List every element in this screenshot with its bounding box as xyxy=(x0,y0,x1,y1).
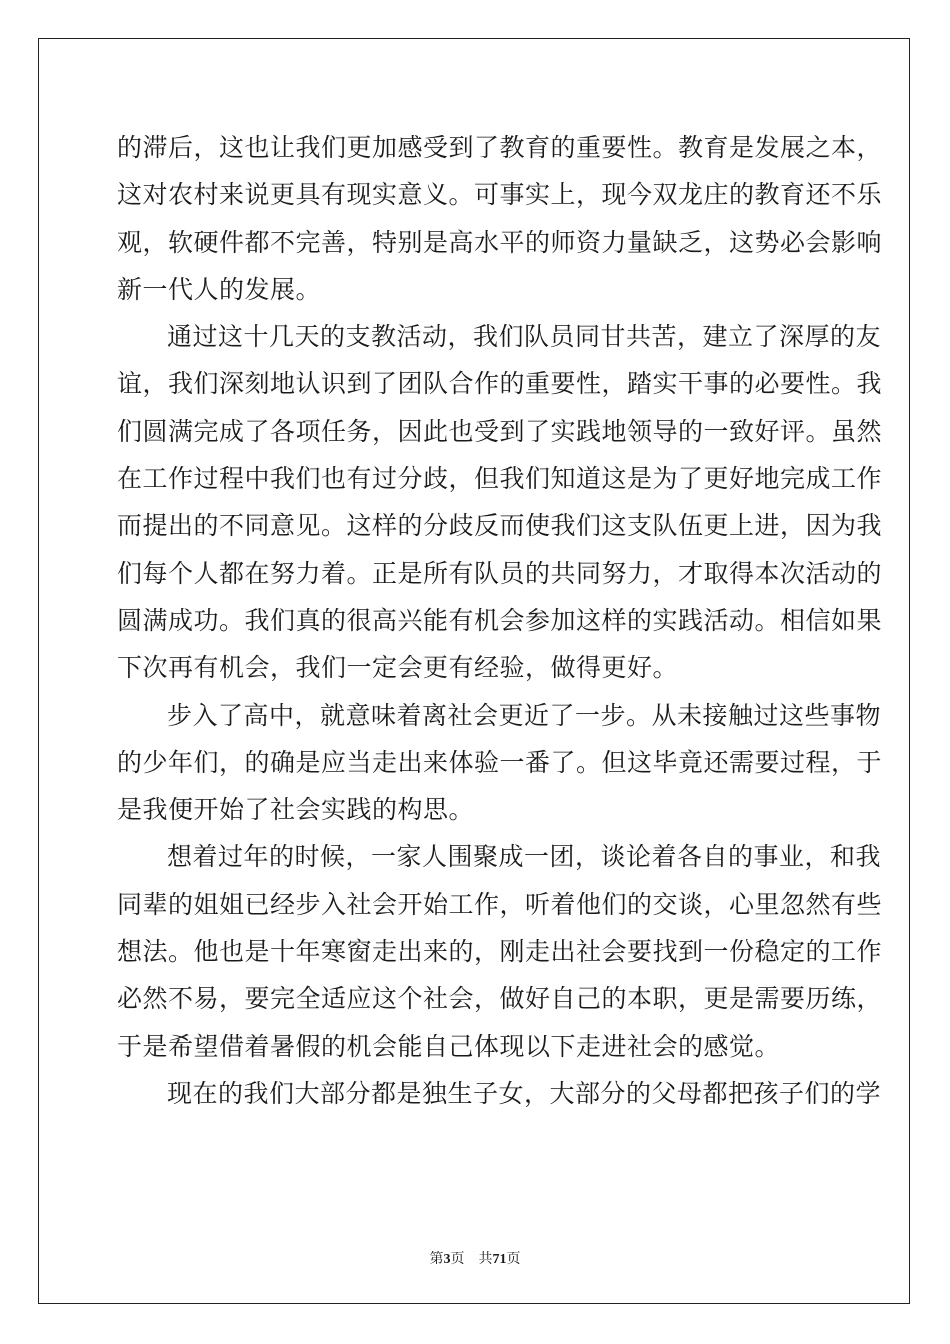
page-number: 3 xyxy=(443,1252,451,1267)
text-line: 谊，我们深刻地认识到了团队合作的重要性，踏实干事的必要性。我 xyxy=(117,369,883,399)
paragraph xyxy=(117,692,883,834)
total-pages: 71 xyxy=(492,1252,507,1267)
page-suffix: 页 xyxy=(450,1251,465,1267)
text-line: 是我便开始了社会实践的构思。 xyxy=(117,795,475,825)
paragraph xyxy=(117,124,883,313)
text-line: 的少年们，的确是应当走出来体验一番了。但这毕竟还需要过程，于 xyxy=(117,747,883,777)
text-line: 必然不易，要完全适应这个社会，做好自己的本职，更是需要历练， xyxy=(117,984,883,1014)
text-line: 步入了高中，就意味着离社会更近了一步。从未接触过这些事物 xyxy=(167,700,882,730)
text-line: 于是希望借着暑假的机会能自己体现以下走进社会的感觉。 xyxy=(117,1031,781,1061)
text-line: 的滞后，这也让我们更加感受到了教育的重要性。教育是发展之本， xyxy=(117,133,883,162)
total-prefix: 共 xyxy=(478,1251,493,1267)
text-line: 通过这十几天的支教活动，我们队员同甘共苦，建立了深厚的友 xyxy=(167,322,882,352)
page-prefix: 第 xyxy=(429,1251,444,1267)
text-line: 而提出的不同意见。这样的分歧反而使我们这支队伍更上进，因为我 xyxy=(117,511,883,541)
total-suffix: 页 xyxy=(506,1251,521,1267)
paragraph xyxy=(117,833,883,1069)
paragraph xyxy=(117,313,883,691)
text-line: 现在的我们大部分都是独生子女，大部分的父母都把孩子们的学 xyxy=(167,1078,882,1108)
page-footer xyxy=(0,1248,950,1268)
text-line: 在工作过程中我们也有过分歧，但我们知道这是为了更好地完成工作 xyxy=(117,464,883,494)
text-line: 想法。他也是十年寒窗走出来的，刚走出社会要找到一份稳定的工作 xyxy=(117,937,883,967)
text-line: 们圆满完成了各项任务，因此也受到了实践地领导的一致好评。虽然 xyxy=(117,416,883,446)
text-line: 们每个人都在努力着。正是所有队员的共同努力，才取得本次活动的 xyxy=(117,558,883,588)
paragraph xyxy=(117,1070,882,1117)
text-line: 下次再有机会，我们一定会更有经验，做得更好。 xyxy=(117,653,679,683)
text-line: 同辈的姐姐已经步入社会开始工作，听着他们的交谈，心里忽然有些 xyxy=(117,889,883,919)
text-line: 想着过年的时候，一家人围聚成一团，谈论着各自的事业，和我 xyxy=(167,842,882,872)
document-body xyxy=(117,124,883,1117)
text-line: 这对农村来说更具有现实意义。可事实上，现今双龙庄的教育还不乐 xyxy=(117,180,883,210)
text-line: 新一代人的发展。 xyxy=(117,274,322,304)
text-line: 观，软硬件都不完善，特别是高水平的师资力量缺乏，这势必会影响 xyxy=(117,227,883,257)
text-line: 圆满成功。我们真的很高兴能有机会参加这样的实践活动。相信如果 xyxy=(117,605,883,635)
